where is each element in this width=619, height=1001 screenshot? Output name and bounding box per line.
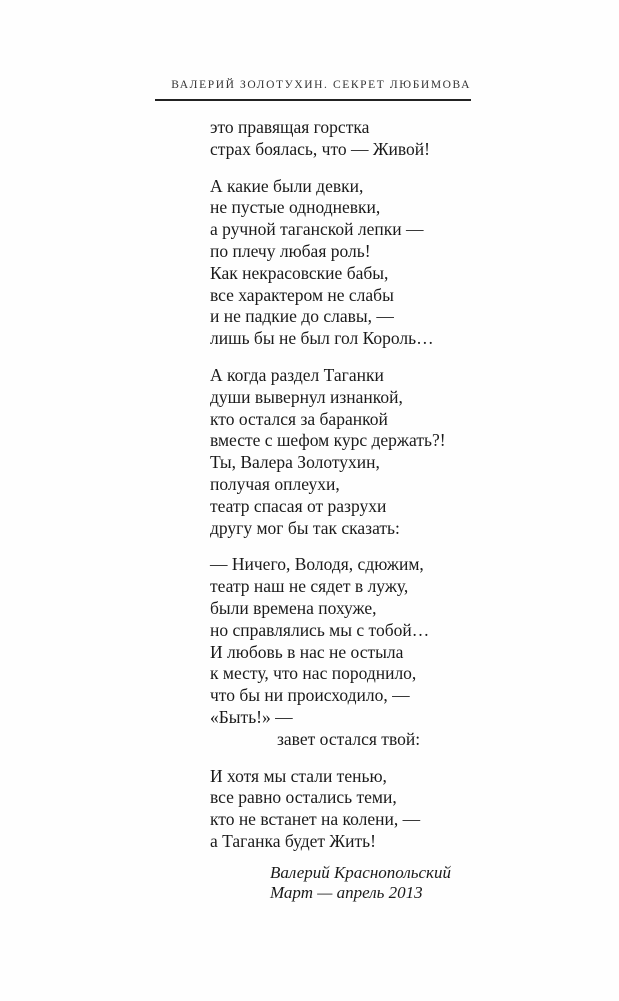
running-header: ВАЛЕРИЙ ЗОЛОТУХИН. СЕКРЕТ ЛЮБИМОВА [171,79,471,91]
poem-line: другу мог бы так сказать: [210,517,400,538]
poem-line: завет остался твой: [277,728,421,749]
poem-line: И хотя мы стали тенью, [210,765,387,786]
poem-line: и не падкие до славы, — [210,306,394,327]
poem-line: а ручной таганской лепки — [210,219,424,240]
poem [210,117,446,868]
signature-author: Валерий Краснопольский [270,863,452,882]
poem-line: души вывернул изнанкой, [210,386,403,407]
poem-line: театр наш не сядет в лужу, [210,576,409,597]
poem-line: кто остался за баранкой [210,408,388,429]
poem-line: к месту, что нас породнило, [210,663,417,684]
poem-line: все характером не слабы [210,284,394,305]
poem-line: Ты, Валера Золотухин, [210,452,380,473]
poem-line: страх боялась, что — Живой! [210,138,430,159]
stanza [210,176,446,350]
poem-line: кто не встанет на колени, — [210,809,421,830]
poem-line: театр спасая от разрухи [210,495,387,516]
poem-line: а Таганка будет Жить! [210,830,376,851]
poem-line: А какие были девки, [210,175,364,196]
poem-line: Как некрасовские бабы, [210,262,389,283]
poem-line: но справлялись мы с тобой… [210,619,430,640]
poem-line: А когда раздел Таганки [210,364,384,385]
signature-date: Март — апрель 2013 [270,883,423,902]
poem-line: все равно остались теми, [210,787,397,808]
poem-line: И любовь в нас не остыла [210,641,404,662]
poem-line: «Быть!» — [210,706,293,727]
stanza [210,766,446,853]
poem-line: по плечу любая роль! [210,240,371,261]
poem-line: не пустые однодневки, [210,197,381,218]
header-rule [155,99,471,101]
poem-line: — Ничего, Володя, сдюжим, [210,554,424,575]
poem-line: вместе с шефом курс держать?! [210,430,446,451]
stanza [210,365,446,539]
poem-line: что бы ни происходило, — [210,685,410,706]
stanza [210,117,446,161]
poem-line: получая оплеухи, [210,473,340,494]
poem-line: это правящая горстка [210,117,370,137]
poem-line: были времена похуже, [210,597,377,618]
stanza [210,554,446,750]
signature [270,863,451,903]
poem-line: лишь бы не был гол Король… [210,328,434,349]
